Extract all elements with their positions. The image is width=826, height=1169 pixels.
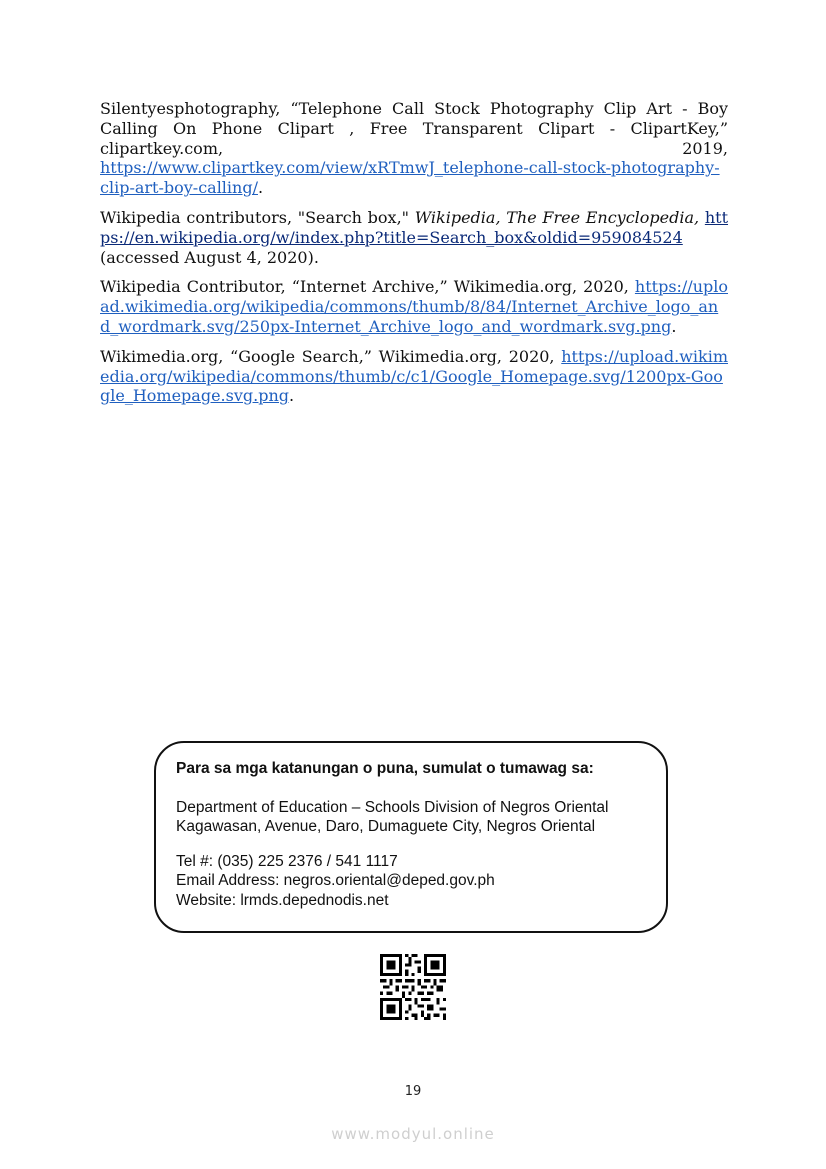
office-line-1: Department of Education – Schools Division of Negros Oriental — [176, 798, 609, 816]
reference-text: Wikipedia Contributor, “Internet Archive,” Wikimedia.org, 2020, — [100, 277, 629, 297]
contact-details — [176, 852, 646, 911]
telephone-line: Tel #: (035) 225 2376 / 541 1117 — [176, 852, 398, 870]
reference-clipartkey — [100, 99, 728, 198]
contact-heading: Para sa mga katanungan o puna, sumulat o tumawag sa: — [176, 760, 594, 777]
reference-suffix: . — [289, 386, 295, 406]
reference-internet-archive — [100, 277, 728, 336]
qr-code-icon — [380, 954, 446, 1020]
reference-suffix: . — [257, 178, 264, 198]
reference-text: Silentyesphotography, “Telephone Call Stock Photography Clip Art - Boy Calling On Phone Clipart , Free Transparent Clipart - ClipartKey,” clipartkey.com, 2019, — [100, 99, 728, 158]
office-address — [176, 798, 646, 837]
contact-box — [154, 741, 668, 933]
office-line-2: Kagawasan, Avenue, Daro, Dumaguete City, Negros Oriental — [176, 818, 596, 835]
reference-italic-title: Wikipedia, The Free Encyclopedia, — [414, 207, 700, 227]
reference-link[interactable]: https://en.wikipedia.org/w/index.php?title=Search_box&oldid=959084524 — [100, 207, 729, 247]
reference-text: Wikipedia contributors, "Search box," — [100, 207, 410, 227]
reference-suffix: (accessed August 4, 2020). — [100, 247, 319, 267]
watermark: www.modyul.online — [331, 1125, 495, 1143]
website-line: Website: lrmds.depednodis.net — [176, 891, 389, 909]
reference-suffix: . — [671, 316, 677, 336]
reference-text: Wikimedia.org, “Google Search,” Wikimedia.org, 2020, — [100, 346, 555, 366]
email-line: Email Address: negros.oriental@deped.gov.ph — [176, 872, 495, 889]
page-number: 19 — [404, 1084, 422, 1099]
references-list — [100, 99, 728, 416]
reference-link[interactable]: https://upload.wikimedia.org/wikipedia/commons/thumb/c/c1/Google_Homepage.svg/1200px-Google_Homepage.svg.png — [100, 346, 728, 406]
reference-search-box — [100, 208, 728, 267]
reference-link[interactable]: https://www.clipartkey.com/view/xRTmwJ_telephone-call-stock-photography-clip-art-boy-calling/ — [100, 158, 720, 198]
reference-link[interactable]: https://upload.wikimedia.org/wikipedia/commons/thumb/8/84/Internet_Archive_logo_and_wordmark.svg/250px-Internet_Archive_logo_and_wordmark.svg.png — [100, 277, 728, 336]
reference-google-search — [100, 347, 728, 406]
